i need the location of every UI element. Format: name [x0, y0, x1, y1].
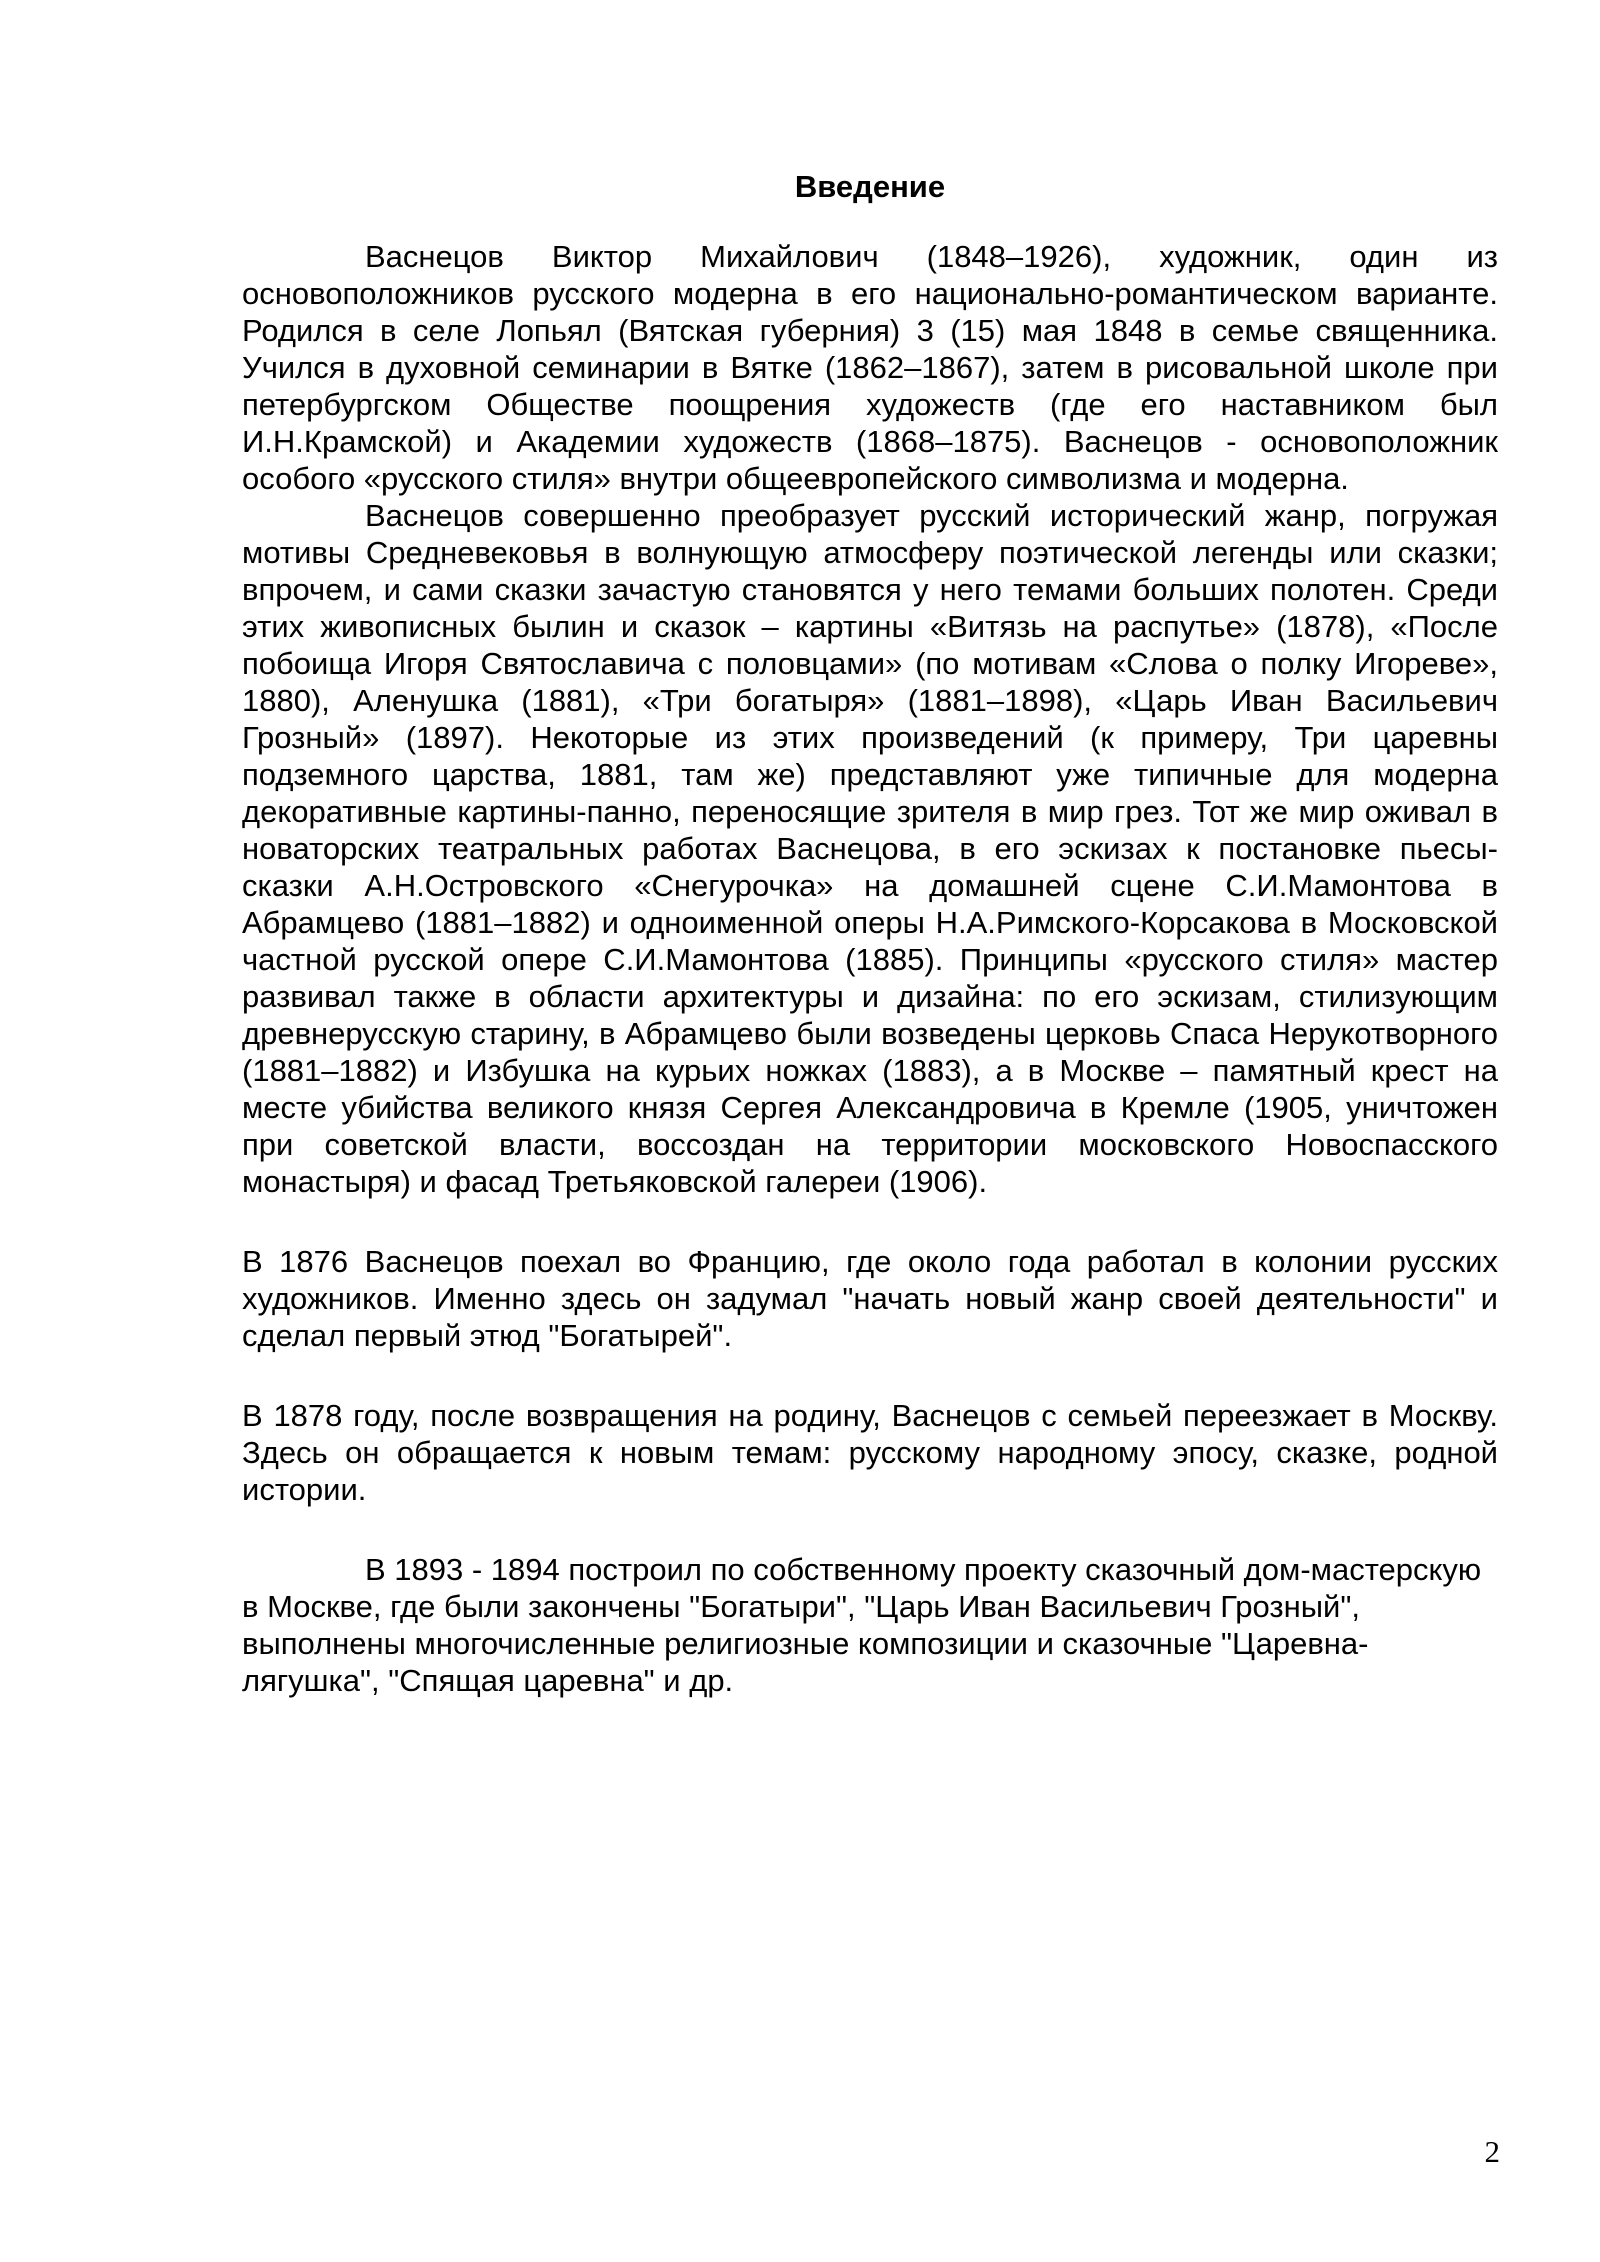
paragraph-biography: Васнецов Виктор Михайлович (1848–1926), художник, один из основоположников русского модерна в его национально-романтическом варианте. Родился в селе Лопьял (Вятская губерния) 3 (15) мая 1848 в семье священника. Учился в духовной семинарии в Вятке (1862–1867), затем в рисовальной школе при петербургском Обществе поощрения художеств (где его наставником был И.Н.Крамской) и Академии художеств (1868–1875). Васнецов - основоположник особого «русского стиля» внутри общеевропейского символизма и модерна.: [242, 239, 1498, 496]
paragraph-france: В 1876 Васнецов поехал во Францию, где около года работал в колонии русских художников. Именно здесь он задумал "начать новый жанр своей деятельности" и сделал первый этюд "Богатырей".: [242, 1244, 1498, 1353]
paragraph-historical-genre: Васнецов совершенно преобразует русский исторический жанр, погружая мотивы Средневековья в волнующую атмосферу поэтической легенды или сказки; впрочем, и сами сказки зачастую становятся у него темами больших полотен. Среди этих живописных былин и сказок – картины «Витязь на распутье» (1878), «После побоища Игоря Святославича с половцами» (по мотивам «Слова о полку Игореве», 1880), Аленушка (1881), «Три богатыря» (1881–1898), «Царь Иван Васильевич Грозный» (1897). Некоторые из этих произведений (к примеру, Три царевны подземного царства, 1881, там же) представляют уже типичные для модерна декоративные картины-панно, переносящие зрителя в мир грез. Тот же мир оживал в новаторских театральных работах Васнецова, в его эскизах к постановке пьесы-сказки А.Н.Островского «Снегурочка» на домашней сцене С.И.Мамонтова в Абрамцево (1881–1882) и одноименной оперы Н.А.Римского-Корсакова в Московской частной русской опере С.И.Мамонтова (1885). Принципы «русского стиля» мастер развивал также в области архитектуры и дизайна: по его эскизам, стилизующим древнерусскую старину, в Абрамцево были возведены церковь Спаса Нерукотворного (1881–1882) и Избушка на курьих ножках (1883), а в Москве – памятный крест на месте убийства великого князя Сергея Александровича в Кремле (1905, уничтожен при советской власти, воссоздан на территории московского Новоспасского монастыря) и фасад Третьяковской галереи (1906).: [242, 498, 1498, 1199]
paragraph-house-workshop: В 1893 - 1894 построил по собственному проекту сказочный дом-мастерскую в Москве, где были закончены "Богатыри", "Царь Иван Васильевич Грозный", выполнены многочисленные религиозные композиции и сказочные "Царевна-лягушка", "Спящая царевна" и др.: [242, 1552, 1482, 1698]
paragraph-moscow: В 1878 году, после возвращения на родину, Васнецов с семьей переезжает в Москву. Здесь он обращается к новым темам: русскому народному эпосу, сказке, родной истории.: [242, 1398, 1498, 1507]
page-number: 2: [1484, 2134, 1500, 2169]
page-title: Введение: [794, 169, 946, 204]
page-content: [242, 168, 1498, 1699]
